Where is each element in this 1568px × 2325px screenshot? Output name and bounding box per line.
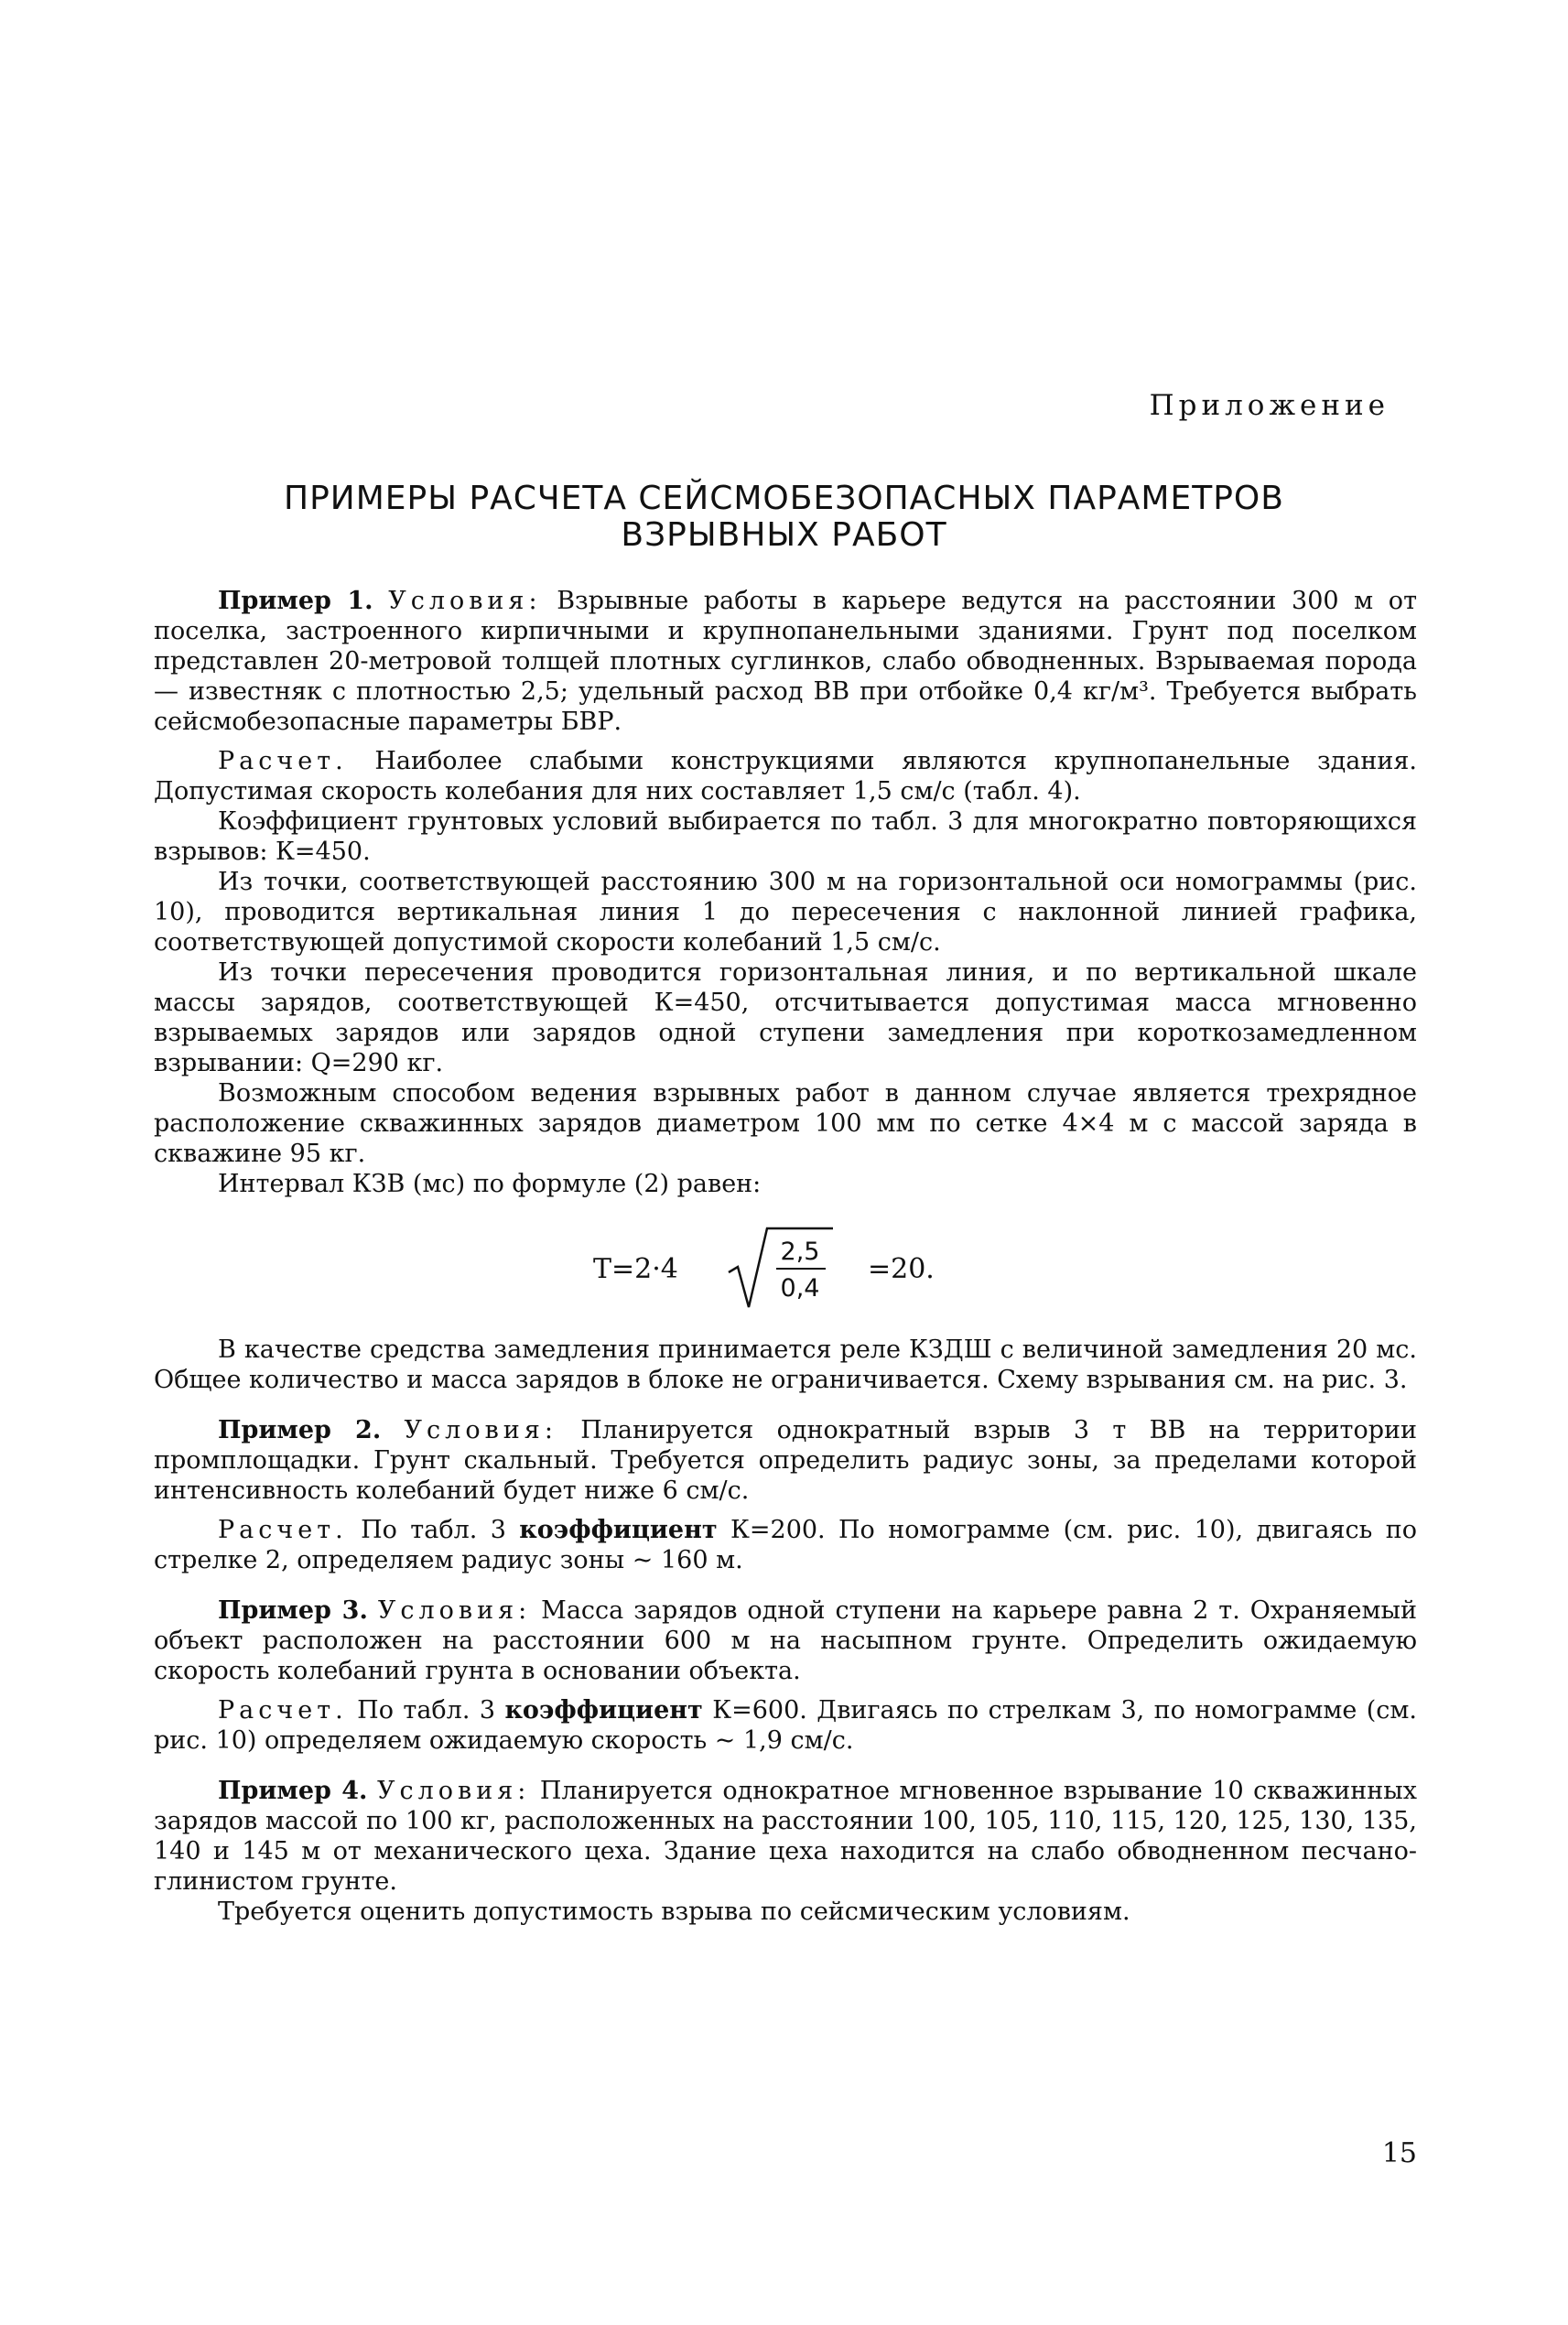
example-1-paragraph-3: Из точки, соответствующей расстоянию 300 м на горизонтальной оси номограммы (рис. 10), проводится вертикальная линия 1 до пересечения с наклонной линией графика, соответствующей допустимой скорости колебаний 1,5 см/с. <box>154 868 1417 957</box>
title-line-1: ПРИМЕРЫ РАСЧЕТА СЕЙСМОБЕЗОПАСНЫХ ПАРАМЕТРОВ <box>284 480 1284 517</box>
example-2-calc-bold: коэффициент <box>519 1516 718 1544</box>
formula-numerator: 2,5 <box>780 1238 820 1266</box>
example-1-paragraph-6: Интервал КЗВ (мс) по формуле (2) равен: <box>218 1170 762 1198</box>
main-content <box>154 586 1417 1927</box>
page-title <box>183 481 1385 554</box>
example-4-conditions <box>154 1776 1417 1897</box>
example-3-conditions-label: Условия: <box>377 1596 532 1625</box>
kzv-formula <box>154 1216 1417 1316</box>
example-1-calc-label: Расчет. <box>218 747 348 775</box>
example-3-label: Пример 3. <box>218 1596 368 1625</box>
formula-denominator: 0,4 <box>780 1274 820 1303</box>
example-3-calc <box>154 1695 1417 1756</box>
example-3-conditions <box>154 1595 1417 1686</box>
example-1-label: Пример 1. <box>218 587 373 615</box>
example-4-conditions-text: Планируется однократное мгновенное взрывание 10 скважинных зарядов массой по 100 кг, расположенных на расстоянии 100, 105, 110, 115, 120, 125, 130, 135, 140 и 145 м от механического цеха. Здание цеха находится на слабо обводненном песчано-глинистом грунте. <box>154 1777 1417 1896</box>
example-1-conditions-label: Условия: <box>388 587 542 615</box>
example-2-label: Пример 2. <box>218 1416 382 1444</box>
appendix-label: Приложение <box>1149 389 1390 422</box>
example-2-conditions-text: Планируется однократный взрыв 3 т ВВ на территории промплощадки. Грунт скальный. Требуется определить радиус зоны, за пределами которой интенсивность колебаний будет ниже 6 см/с. <box>154 1416 1417 1505</box>
example-1-paragraph-5: Возможным способом ведения взрывных работ в данном случае является трехрядное расположение скважинных зарядов диаметром 100 мм по сетке 4×4 м с массой заряда в скважине 95 кг. <box>154 1079 1417 1168</box>
example-3-calc-bold: коэффициент <box>504 1696 703 1725</box>
example-3-calc-text-b: К=600. Двигаясь по стрелкам 3, по номограмме (см. рис. 10) определяем ожидаемую скорость ~ 1,9 см/с. <box>154 1696 1417 1755</box>
title-line-2: ВЗРЫВНЫХ РАБОТ <box>621 516 947 554</box>
example-4-conditions-label: Условия: <box>376 1777 531 1805</box>
example-4-label: Пример 4. <box>218 1777 368 1805</box>
example-1-conditions <box>154 586 1417 737</box>
example-2-calc <box>154 1515 1417 1575</box>
example-4-paragraph-2: Требуется оценить допустимость взрыва по сейсмическим условиям. <box>218 1898 1130 1926</box>
example-1-paragraph-2: Коэффициент грунтовых условий выбирается по табл. 3 для многократно повторяющихся взрывов: К=450. <box>154 807 1417 866</box>
example-2-calc-text-b: К=200. По номограмме (см. рис. 10), двигаясь по стрелке 2, определяем радиус зоны ~ 160 м. <box>154 1516 1417 1574</box>
example-1-calc <box>154 746 1417 806</box>
formula-svg <box>593 1216 978 1316</box>
example-1-conditions-text: Взрывные работы в карьере ведутся на расстоянии 300 м от поселка, застроенного кирпичными и крупнопанельными зданиями. Грунт под поселком представлен 20-метровой толщей плотных суглинков, слабо обводненных. Взрываемая порода — известняк с плотностью 2,5; удельный расход ВВ при отбойке 0,4 кг/м³. Требуется выбрать сейсмобезопасные параметры БВР. <box>154 587 1418 736</box>
example-2-conditions-label: Условия: <box>404 1416 557 1444</box>
formula-rhs: =20. <box>868 1253 935 1285</box>
example-1-paragraph-4: Из точки пересечения проводится горизонтальная линия, и по вертикальной шкале массы зарядов, соответствующей К=450, отсчитывается допустимая масса мгновенно взрываемых зарядов или зарядов одной ступени замедления при короткозамедленном взрывании: Q=290 кг. <box>154 958 1417 1077</box>
page-number: 15 <box>1381 2137 1417 2169</box>
example-1-calc-text: Наиболее слабыми конструкциями являются крупнопанельные здания. Допустимая скорость колебания для них составляет 1,5 см/с (табл. 4). <box>154 747 1417 806</box>
example-3-calc-text-a: По табл. 3 <box>347 1696 505 1725</box>
example-2-conditions <box>154 1415 1417 1506</box>
formula-lhs: T=2·4 <box>593 1253 678 1285</box>
example-2-calc-text-a: По табл. 3 <box>347 1516 520 1544</box>
example-3-conditions-text: Масса зарядов одной ступени на карьере равна 2 т. Охраняемый объект расположен на расстоянии 600 м на насыпном грунте. Определить ожидаемую скорость колебаний грунта в основании объекта. <box>154 1596 1417 1685</box>
example-2-calc-label: Расчет. <box>218 1516 348 1544</box>
example-3-calc-label: Расчет. <box>218 1696 348 1725</box>
example-1-paragraph-7: В качестве средства замедления принимается реле КЗДШ с величиной замедления 20 мс. Общее количество и масса зарядов в блоке не ограничивается. Схему взрывания см. на рис. 3. <box>154 1336 1417 1394</box>
